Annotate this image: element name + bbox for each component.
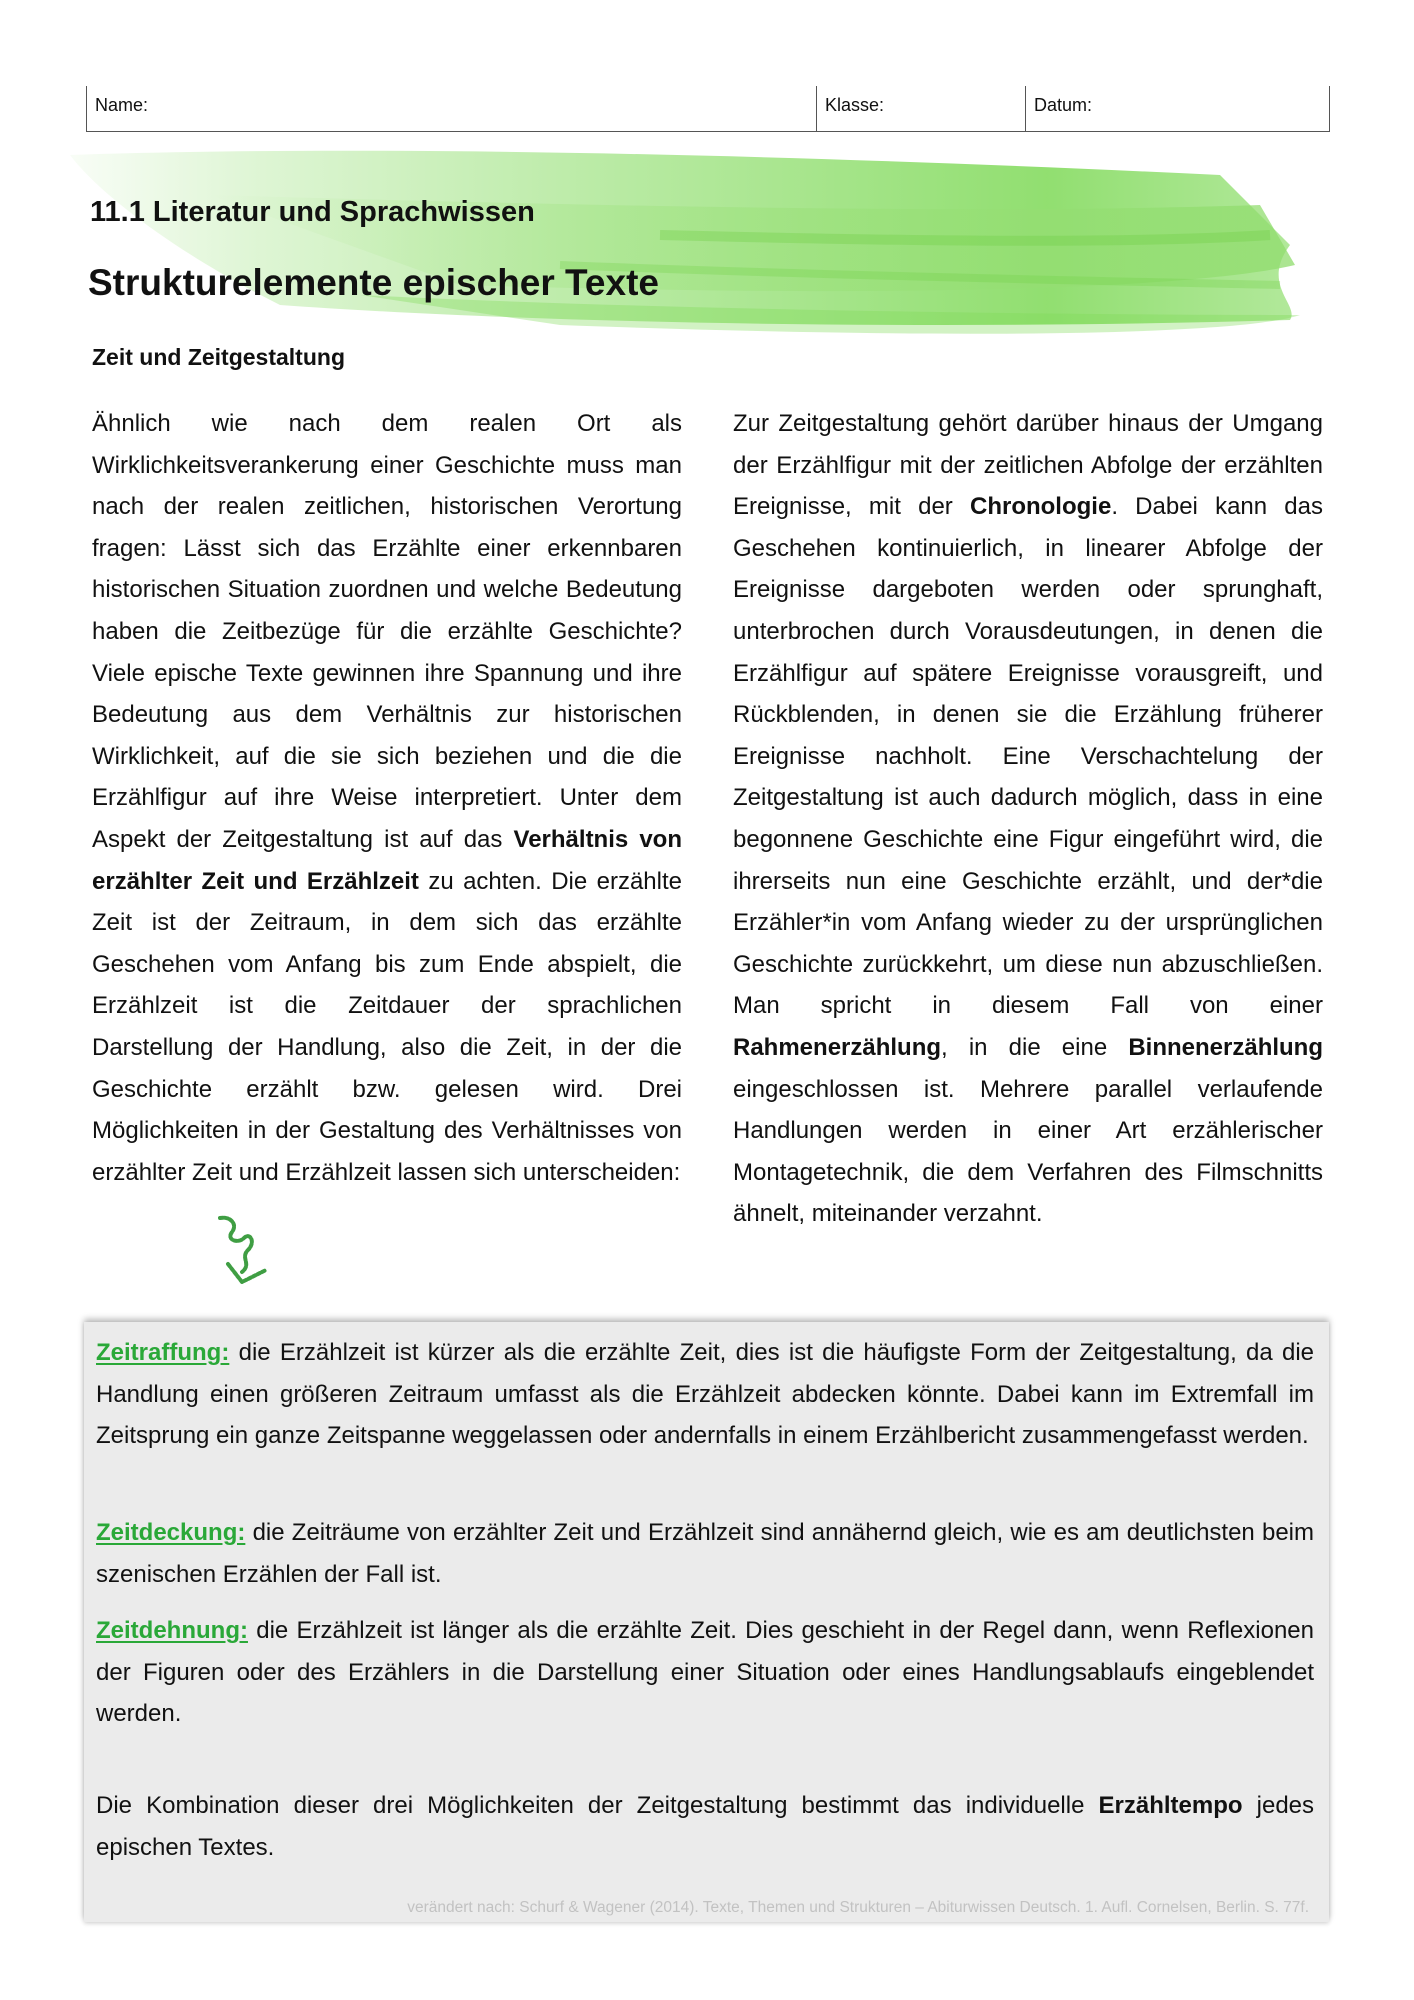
date-label: Datum: [1034, 95, 1093, 115]
definition-text: die Erzählzeit ist länger als die erzählte Zeit. Dies geschieht in der Regel dann, wenn Reflexionen der Figuren oder des Erzählers in die Darstellung einer Situation oder eines Handlungsablaufs eingeblendet werden. [96, 1617, 1314, 1727]
definition-text: die Erzählzeit ist kürzer als die erzählte Zeit, dies ist die häufigste Form der Zeitgestaltung, da die Handlung einen größeren Zeitraum umfasst als die Erzählzeit abdecken könnte. Dabei kann im Extremfall im Zeitsprung ein ganze Zeitspanne weggelassen oder andernfalls in einem Erzählbericht zusammengefasst werden. [96, 1339, 1315, 1449]
left-bold-term: Verhältnis von erzählter Zeit und Erzählzeit [92, 825, 683, 895]
class-label: Klasse: [825, 95, 885, 115]
right-text-part-3: , in die eine [941, 1033, 1108, 1061]
definitions-box [84, 1322, 1329, 1922]
section-title: 11.1 Literatur und Sprachwissen [90, 196, 535, 228]
right-text-part-1: Zur Zeitgestaltung gehört darüber hinaus der Umgang der Erzählfigur mit der zeitlichen Abfolge der erzählten Ereignisse, mit der [733, 410, 1323, 521]
conclusion-text [96, 1785, 1314, 1868]
right-bold-term-1: Chronologie [969, 493, 1112, 521]
date-field[interactable] [1025, 86, 1329, 131]
definition-text: die Zeiträume von erzählter Zeit und Erzählzeit sind annähernd gleich, wie es am deutlichsten beim szenischen Erzählen der Fall ist. [96, 1519, 1315, 1588]
right-column-text [733, 403, 1323, 1235]
right-text-part-2: . Dabei kann das Geschehen kontinuierlich, in linearer Abfolge der Ereignisse dargeboten werden oder sprunghaft, unterbrochen durch Vorausdeutungen, in denen die Erzählfigur auf spätere Ereignisse vorausgreift, und Rückblenden, in denen sie die Erzählung früherer Ereignisse nachholt. Eine Verschachtelung der Zeitgestaltung ist auch dadurch möglich, dass in eine begonnene Geschichte eine Figur eingeführt wird, die ihrerseits nun eine Geschichte erzählt, und der*die Erzähler*in vom Anfang wieder zu der ursprünglichen Geschichte zurückkehrt, um diese nun abzuschließen. Man spricht in diesem Fall von einer [733, 493, 1323, 1020]
subheading: Zeit und Zeitgestaltung [92, 344, 345, 370]
right-text-part-4: eingeschlossen ist. Mehrere parallel verlaufende Handlungen werden in einer Art erzählerischer Montagetechnik, die dem Verfahren des Filmschnitts ähnelt, miteinander verzahnt. [733, 1075, 1323, 1228]
curly-arrow-icon [208, 1212, 288, 1292]
definition-item [96, 1512, 1314, 1595]
left-text-part-2: zu achten. Die erzählte Zeit ist der Zeitraum, in dem sich das erzählte Geschehen vom Anfang bis zum Ende abspielt, die Erzählzeit ist die Zeitdauer der sprachlichen Darstellung der Handlung, also die Zeit, in der die Geschichte erzählt bzw. gelesen wird. Drei Möglichkeiten in der Gestaltung des Verhältnisses von erzählter Zeit und Erzählzeit lassen sich unterscheiden: [92, 867, 682, 1186]
source-citation: verändert nach: Schurf & Wagener (2014). Texte, Themen und Strukturen – Abiturwissen Deutsch. 1. Aufl. Cornelsen, Berlin. S. 77f. [407, 1899, 1309, 1916]
name-label: Name: [95, 95, 149, 115]
class-field[interactable] [816, 86, 1025, 131]
definition-item [96, 1332, 1314, 1457]
definition-item [96, 1610, 1314, 1735]
left-text-part-1: Ähnlich wie nach dem realen Ort als Wirklichkeitsverankerung einer Geschichte muss man nach der realen zeitlichen, historischen Verortung fragen: Lässt sich das Erzählte einer erkennbaren historischen Situation zuordnen und welche Bedeutung haben die Zeitbezüge für die erzählte Geschichte? Viele epische Texte gewinnen ihre Spannung und ihre Bedeutung aus dem Verhältnis zur historischen Wirklichkeit, auf die sie sich beziehen und die die Erzählfigur auf ihre Weise interpretiert. Unter dem Aspekt der Zeitgestaltung ist auf das [92, 410, 682, 853]
conclusion-part-2: jedes epischen Textes. [96, 1792, 1315, 1861]
name-field[interactable] [87, 86, 816, 131]
right-bold-term-3: Binnenerzählung [1128, 1033, 1323, 1061]
definition-term: Zeitdeckung: [96, 1519, 246, 1546]
conclusion-bold-term: Erzähltempo [1098, 1792, 1243, 1819]
conclusion-part-1: Die Kombination dieser drei Möglichkeiten der Zeitgestaltung bestimmt das individuelle [96, 1792, 1085, 1819]
header-table [86, 86, 1330, 132]
page-title: Strukturelemente epischer Texte [88, 262, 659, 303]
definition-term: Zeitdehnung: [96, 1617, 248, 1644]
definition-term: Zeitraffung: [96, 1339, 230, 1366]
right-bold-term-2: Rahmenerzählung [733, 1033, 942, 1061]
left-column-text [92, 403, 682, 1193]
